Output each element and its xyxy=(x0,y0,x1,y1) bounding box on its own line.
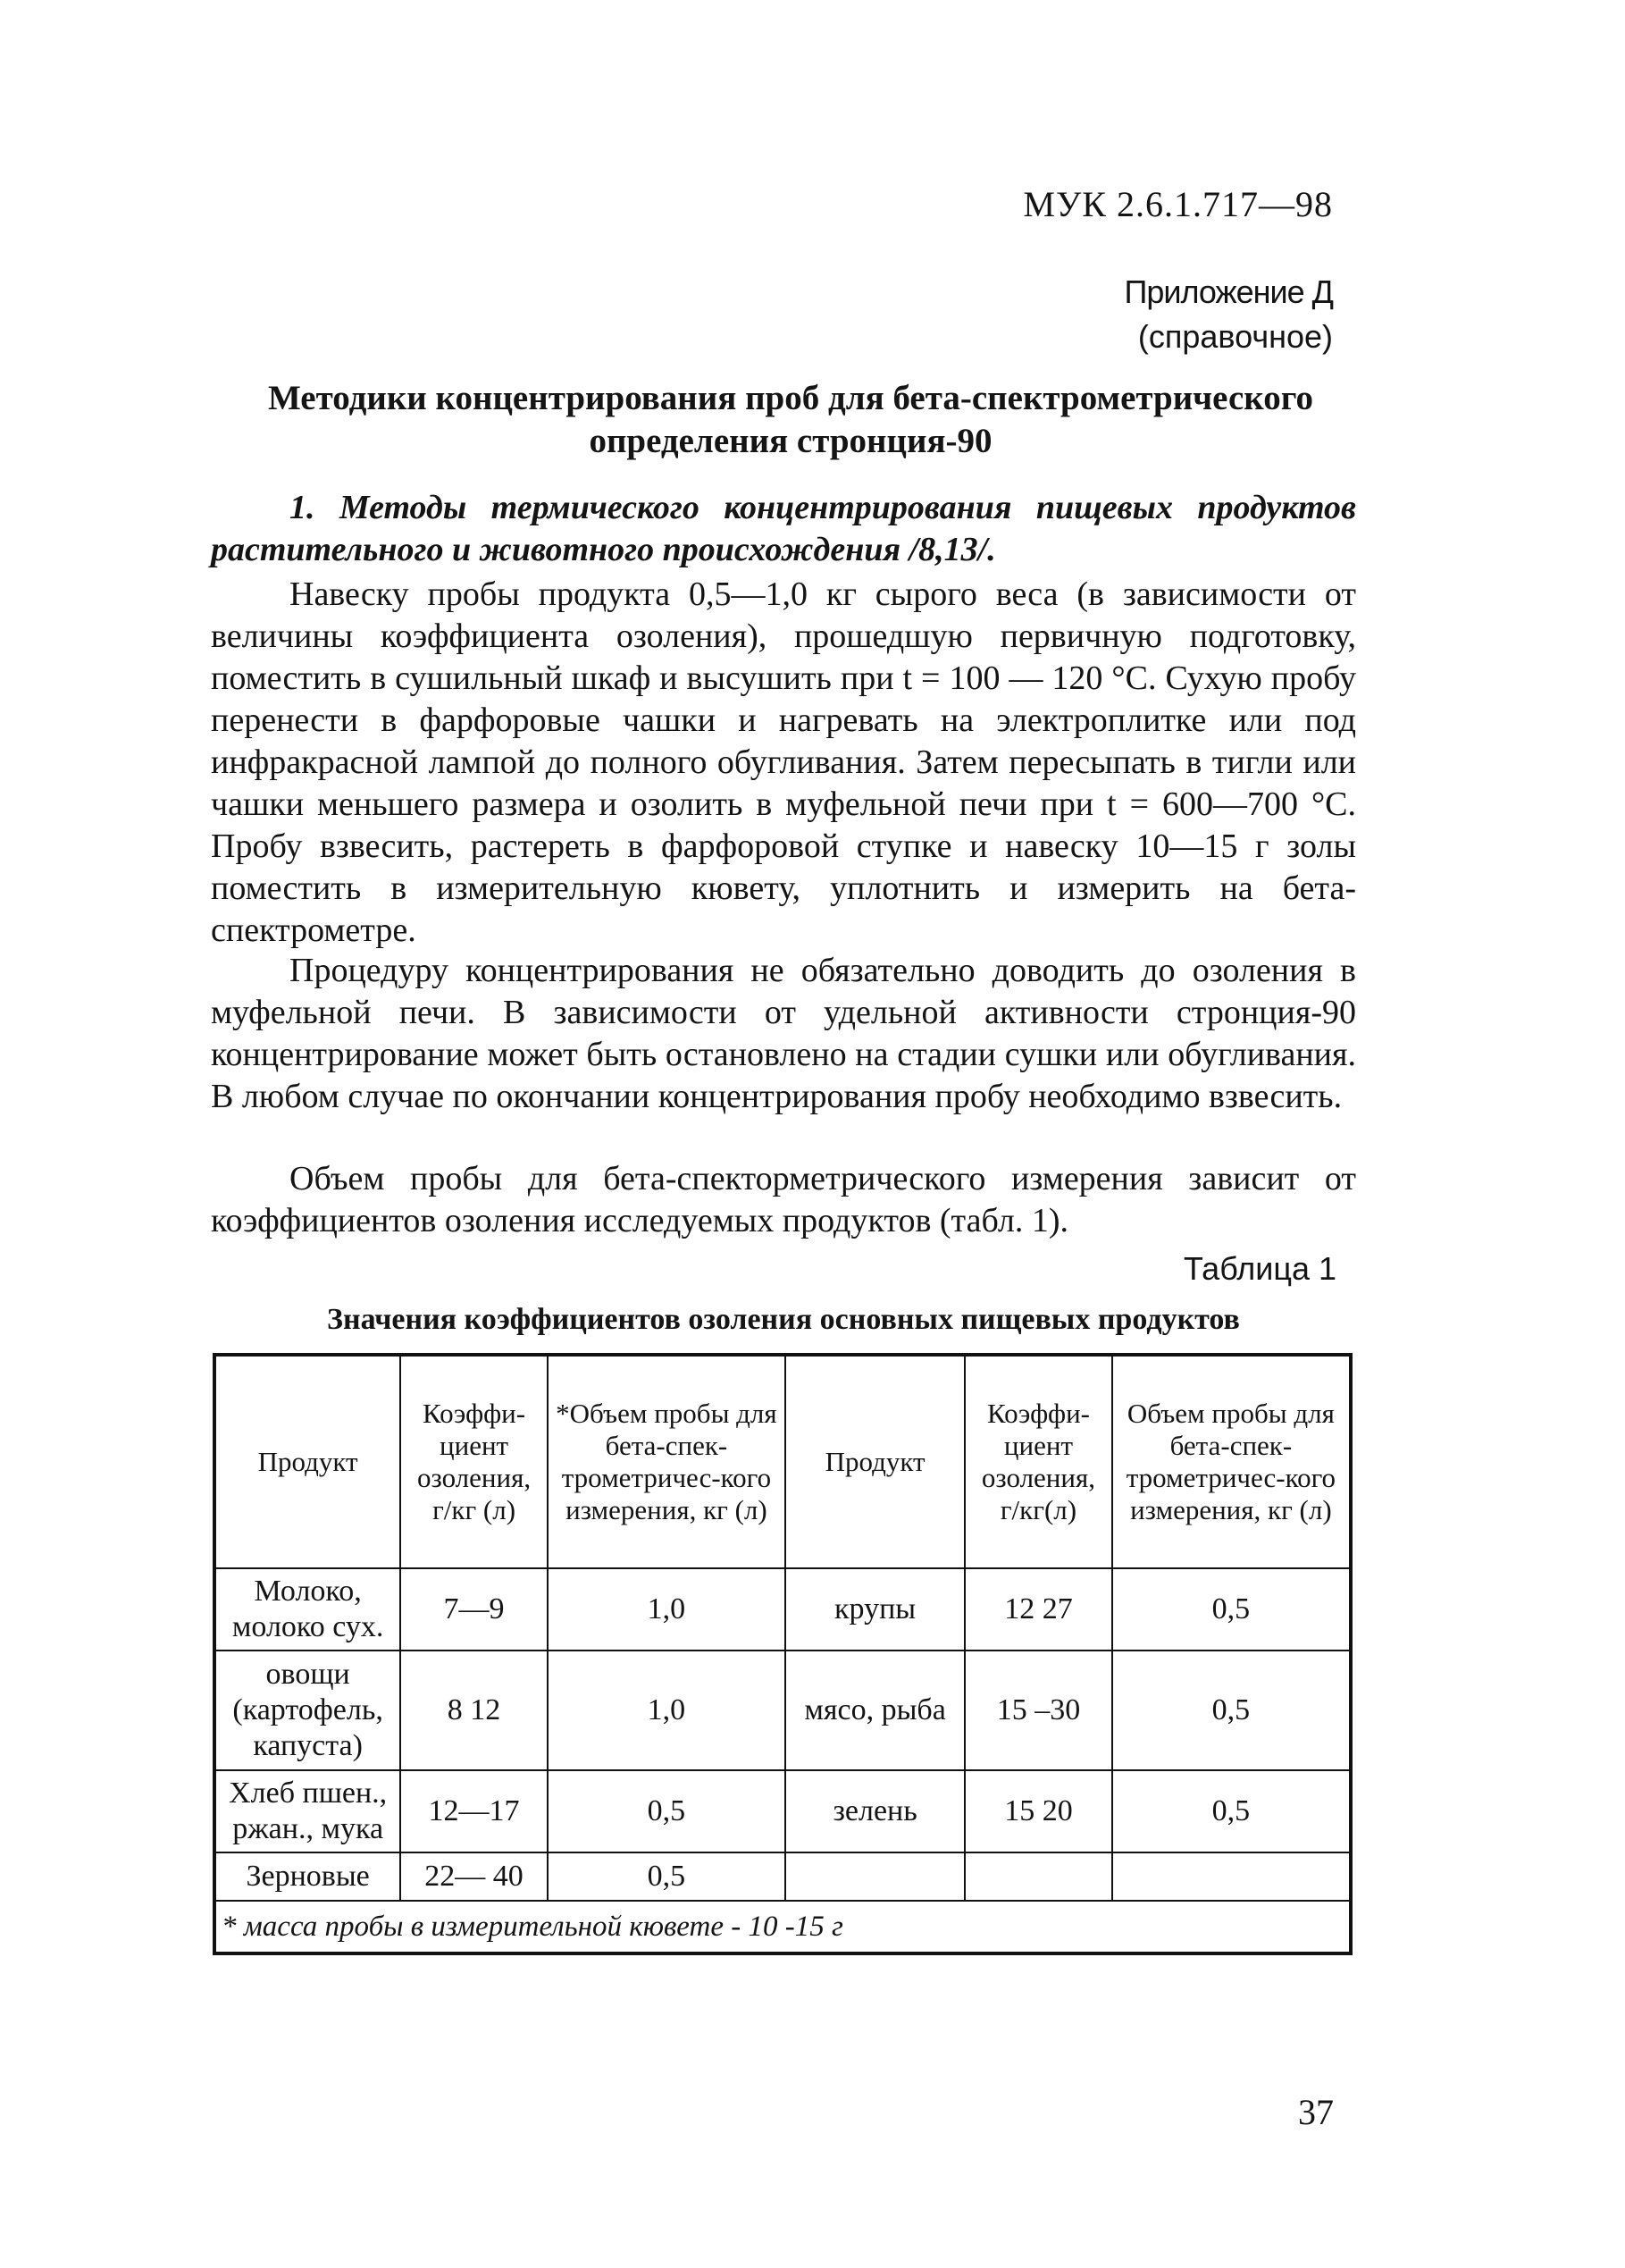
paragraph: Навеску пробы продукта 0,5—1,0 кг сырого веса (в зависимости от величины коэффициента озоления), прошедшую первичную подготовку, поместить в сушильный шкаф и высушить при t = 100 — 120 °С. Сухую пробу перенести в фарфоровые чашки и нагревать на электроплитке или под инфракрасной лампой до полного обугливания. Затем пересыпать в тигли или чашки меньшего размера и озолить в муфельной печи при t = 600—700 °С. Пробу взвесить, растереть в фарфоровой ступке и навеску 10—15 г золы поместить в измерительную кювету, уплотнить и измерить на бета-спектрометре. xyxy=(211,575,1356,949)
table-cell xyxy=(965,1852,1112,1901)
page-title: Методики концентрирования проб для бета-спектрометрического определения стронция-90 xyxy=(268,379,1313,460)
table-label: Таблица 1 xyxy=(1183,1250,1336,1287)
table-footnote-row xyxy=(214,1901,1351,1953)
column-header: Объем пробы для бета-спек-трометричес-кого измерения, кг (л) xyxy=(1112,1355,1351,1568)
table-cell: 0,5 xyxy=(1112,1568,1351,1651)
table-cell: 22— 40 xyxy=(400,1852,548,1901)
table-cell: Зерновые xyxy=(214,1852,400,1901)
table-cell xyxy=(785,1852,965,1901)
table-cell: 0,5 xyxy=(548,1770,785,1852)
table-cell: 12 27 xyxy=(965,1568,1112,1651)
column-header: Коэффи-циент озоления, г/кг(л) xyxy=(965,1355,1112,1568)
section-heading: 1. Методы термического концентрирования пищевых продуктов растительного и животного происхождения /8,13/. xyxy=(211,489,1356,568)
table-cell: 15 –30 xyxy=(965,1651,1112,1770)
paragraph: Объем пробы для бета-спекторметрического измерения зависит от коэффициентов озоления исследуемых продуктов (табл. 1). xyxy=(211,1160,1356,1239)
appendix-title: Приложение Д xyxy=(1124,273,1333,310)
table-row xyxy=(214,1568,1351,1651)
table-cell: 0,5 xyxy=(1112,1770,1351,1852)
table-cell: зелень xyxy=(785,1770,965,1852)
document-code: МУК 2.6.1.717—98 xyxy=(1023,184,1333,224)
table-cell: 7—9 xyxy=(400,1568,548,1651)
paragraph: Процедуру концентрирования не обязательно доводить до озоления в муфельной печи. В зависимости от удельной активности стронция-90 концентрирование может быть остановлено на стадии сушки или обугливания. В любом случае по окончании концентрирования пробу необходимо взвесить. xyxy=(211,952,1356,1115)
column-header: Продукт xyxy=(785,1355,965,1568)
table-cell: 12—17 xyxy=(400,1770,548,1852)
table-cell xyxy=(1112,1852,1351,1901)
appendix-type: (справочное) xyxy=(1137,318,1333,355)
table-footnote: * масса пробы в измерительной кювете - 10 -15 г xyxy=(214,1901,1351,1953)
table-row xyxy=(214,1770,1351,1852)
column-header: *Объем пробы для бета-спек-трометричес-кого измерения, кг (л) xyxy=(548,1355,785,1568)
table-cell: Молоко, молоко сух. xyxy=(214,1568,400,1651)
table-cell: 0,5 xyxy=(1112,1651,1351,1770)
table-cell: мясо, рыба xyxy=(785,1651,965,1770)
ash-coefficient-table xyxy=(213,1353,1353,1955)
table-cell: Хлеб пшен., ржан., мука xyxy=(214,1770,400,1852)
appendix-label xyxy=(1124,270,1333,359)
table-header-row xyxy=(214,1355,1351,1568)
table-cell: овощи (картофель, капуста) xyxy=(214,1651,400,1770)
column-header: Продукт xyxy=(214,1355,400,1568)
table-cell: 1,0 xyxy=(548,1568,785,1651)
table-cell: крупы xyxy=(785,1568,965,1651)
table-row xyxy=(214,1651,1351,1770)
table-cell: 8 12 xyxy=(400,1651,548,1770)
table-row xyxy=(214,1852,1351,1901)
table-cell: 15 20 xyxy=(965,1770,1112,1852)
page-number: 37 xyxy=(1298,2092,1334,2132)
table-cell: 1,0 xyxy=(548,1651,785,1770)
table-title: Значения коэффициентов озоления основных пищевых продуктов xyxy=(327,1303,1240,1336)
column-header: Коэффи-циент озоления, г/кг (л) xyxy=(400,1355,548,1568)
table-cell: 0,5 xyxy=(548,1852,785,1901)
